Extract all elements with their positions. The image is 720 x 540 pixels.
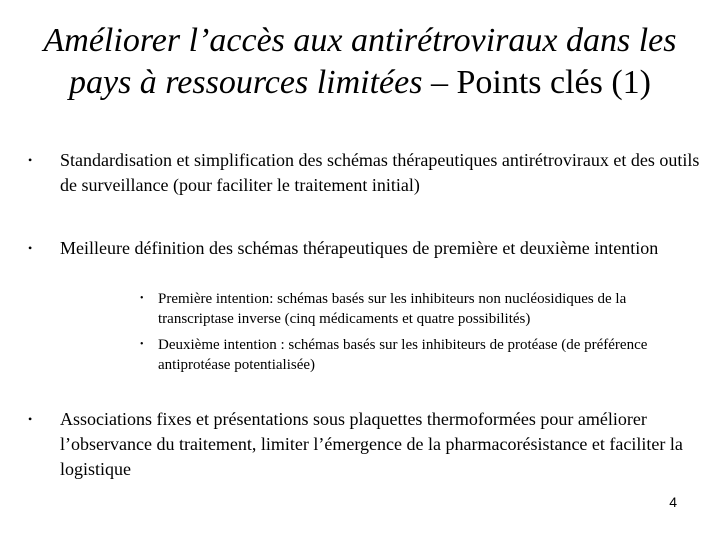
sub-bullet-item-1 [140, 289, 698, 329]
title-line-2-normal: – Points clés (1) [422, 64, 652, 101]
sub-bullet-marker: • [140, 339, 144, 350]
bullet-marker: • [28, 153, 33, 167]
sub-bullet-text: Première intention: schémas basés sur les inhibiteurs non nucléosidiques de la transcriptase inverse (cinq médicaments et quatre possibilités) [158, 291, 627, 327]
sub-bullet-marker: • [140, 293, 144, 304]
sub-bullet-text: Deuxième intention : schémas basés sur les inhibiteurs de protéase (de préférence antiprotéase potentialisée) [158, 337, 648, 373]
page-number: 4 [669, 494, 677, 510]
bullet-item-2 [28, 236, 700, 261]
title-line-1: Améliorer l’accès aux antirétroviraux dans les [43, 22, 677, 59]
bullet-item-1 [28, 148, 700, 198]
bullet-marker: • [28, 241, 33, 255]
title-line-2-italic: pays à ressources limitées [68, 64, 423, 101]
bullet-text: Associations fixes et présentations sous plaquettes thermoformées pour améliorer l’observance du traitement, limiter l’émergence de la pharmacorésistance et faciliter la logistique [60, 409, 683, 479]
sub-bullet-item-2 [140, 335, 698, 375]
bullet-text: Meilleure définition des schémas thérapeutiques de première et deuxième intention [60, 238, 659, 258]
slide-title [0, 20, 720, 104]
bullet-marker: • [28, 412, 33, 426]
bullet-text: Standardisation et simplification des schémas thérapeutiques antirétroviraux et des outils de surveillance (pour faciliter le traitement initial) [60, 150, 700, 195]
bullet-item-3 [28, 407, 700, 482]
